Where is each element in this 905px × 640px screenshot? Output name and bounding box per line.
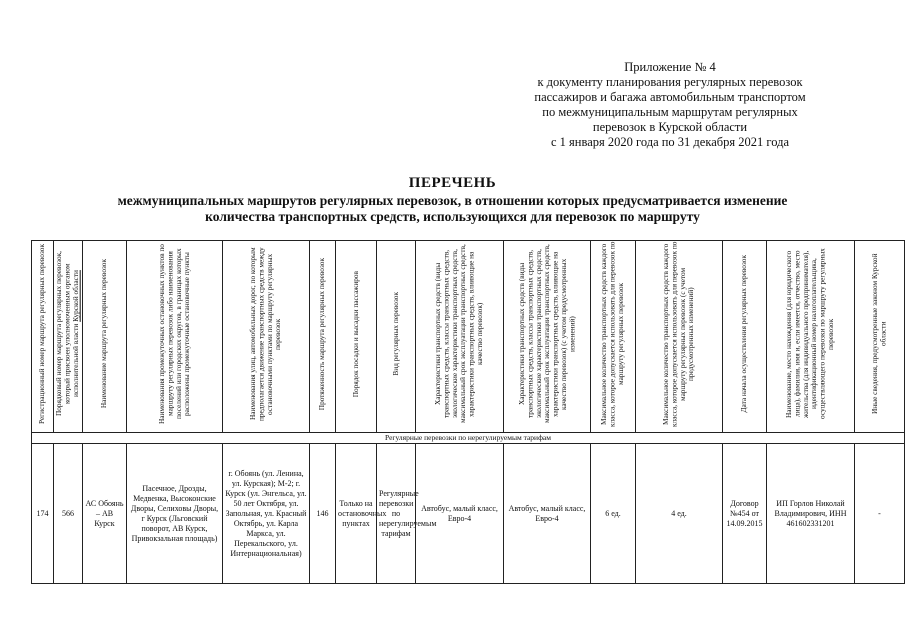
cell-length: 146 xyxy=(310,444,336,584)
section-row xyxy=(32,433,905,444)
cell-max-count: 6 ед. xyxy=(591,444,636,584)
subtitle-line: количества транспортных средств, использующихся для перевозок по маршруту xyxy=(205,209,700,224)
col-header-length: Протяженность маршрута регулярных перевозок xyxy=(310,241,336,433)
col-header-other: Иные сведения, предусмотренные законом Курской области xyxy=(855,241,905,433)
appendix-line: перевозок в Курской области xyxy=(592,120,748,134)
header-row xyxy=(32,241,905,433)
cell-reg-number: 174 xyxy=(32,444,54,584)
document-title: ПЕРЕЧЕНЬ xyxy=(408,175,497,191)
routes-table xyxy=(31,240,905,584)
cell-stops: Пасечное, Дрозды, Медвенка, Высоконские Дворы, Селиховы Дворы, г Курск (Льговский поворот, АВ Курск, Привокзальная площадь) xyxy=(127,444,223,584)
cell-streets: г. Обоянь (ул. Ленина, ул. Курская); М-2; г. Курск (ул. Энгельса, ул. 50 лет Октября, ул. Запольная, ул. Красный Октябрь, ул. Карла Маркса, ул. Перекальского, ул. Интернациональная) xyxy=(223,444,310,584)
col-header-max-count-new: Максимальное количество транспортных средств каждого класса, которое допускается использовать для перевозок по маршруту регулярных перевозок (с учетом предусмотренных изменений) xyxy=(636,241,723,433)
col-header-stops: Наименования промежуточных остановочных пунктов по маршруту регулярных перевозок либо наименования поселений или городских округов, в границах которых расположены промежуточные остановочные пункты xyxy=(127,241,223,433)
cell-start-date: Договор №454 от 14.09.2015 xyxy=(723,444,767,584)
col-header-vehicles: Характеристики транспортных средств (виды транспортных средств, классы транспортных средств, экологические характеристики транспортных средств, максимальный срок эксплуатации транспортных средств, характеристики транспортных средств, влияющие на качество перевозок) xyxy=(416,241,504,433)
col-header-route-name: Наименование маршрута регулярных перевозок xyxy=(83,241,127,433)
appendix-line: к документу планирования регулярных перевозок xyxy=(537,75,803,89)
col-header-vehicles-new: Характеристики транспортных средств (виды транспортных средств, классы транспортных средств, экологические характеристики транспортных средств, максимальный срок эксплуатации транспортных средств, характеристики транспортных средств, влияющие на качество перевозок) (с учетом предусмотренных изменений) xyxy=(504,241,591,433)
col-header-seq-number: Порядковый номер маршрута регулярных перевозок, который присвоен уполномоченным органом исполнительной власти Курской области xyxy=(54,241,83,433)
col-header-max-count: Максимальное количество транспортных средств каждого класса, которое допускается использовать для перевозок по маршруту регулярных перевозок xyxy=(591,241,636,433)
subtitle-line: межмуниципальных маршрутов регулярных перевозок, в отношении которых предусматривается изменение xyxy=(117,193,788,208)
col-header-reg-number: Регистрационный номер маршрута регулярных перевозок xyxy=(32,241,54,433)
cell-seq-number: 566 xyxy=(54,444,83,584)
cell-vehicles-new: Автобус, малый класс, Евро-4 xyxy=(504,444,591,584)
cell-other: - xyxy=(855,444,905,584)
cell-route-name: АС Обоянь – АВ Курск xyxy=(83,444,127,584)
cell-vehicles: Автобус, малый класс, Евро-4 xyxy=(416,444,504,584)
underlined-region-name: Курской области xyxy=(71,270,81,323)
cell-max-count-new: 4 ед. xyxy=(636,444,723,584)
document-subtitle xyxy=(60,193,845,225)
col-header-start-date: Дата начала осуществления регулярных перевозок xyxy=(723,241,767,433)
section-title: Регулярные перевозки по нерегулируемым тарифам xyxy=(32,433,905,444)
cell-boarding: Только на остановочных пунктах xyxy=(336,444,377,584)
appendix-number: Приложение № 4 xyxy=(624,60,716,74)
col-header-streets: Наименования улиц, автомобильных дорог, по которым предполагается движение транспортных средств между остановочными пунктами по маршруту регулярных перевозок xyxy=(223,241,310,433)
appendix-line: по межмуниципальным маршрутам регулярных xyxy=(542,105,798,119)
appendix-period: с 1 января 2020 года по 31 декабря 2021 года xyxy=(550,135,789,149)
cell-carrier: ИП Горлов Николай Владимирович, ИНН 461602331201 xyxy=(767,444,855,584)
col-header-carrier: Наименование, место нахождения (для юридического лица), фамилия, имя и, если имеется, отчество, место жительства (для индивидуального предпринимателя), идентификационный номер налогоплательщика, осуществляющего перевозки по маршруту регулярных перевозок xyxy=(767,241,855,433)
cell-kind: Регулярные перевозки по нерегулируемым тарифам xyxy=(377,444,416,584)
col-header-kind: Вид регулярных перевозок xyxy=(377,241,416,433)
appendix-line: пассажиров и багажа автомобильным транспортом xyxy=(534,90,806,104)
table-row xyxy=(32,444,905,584)
appendix-block xyxy=(470,60,870,150)
col-header-boarding: Порядок посадки и высадки пассажиров xyxy=(336,241,377,433)
